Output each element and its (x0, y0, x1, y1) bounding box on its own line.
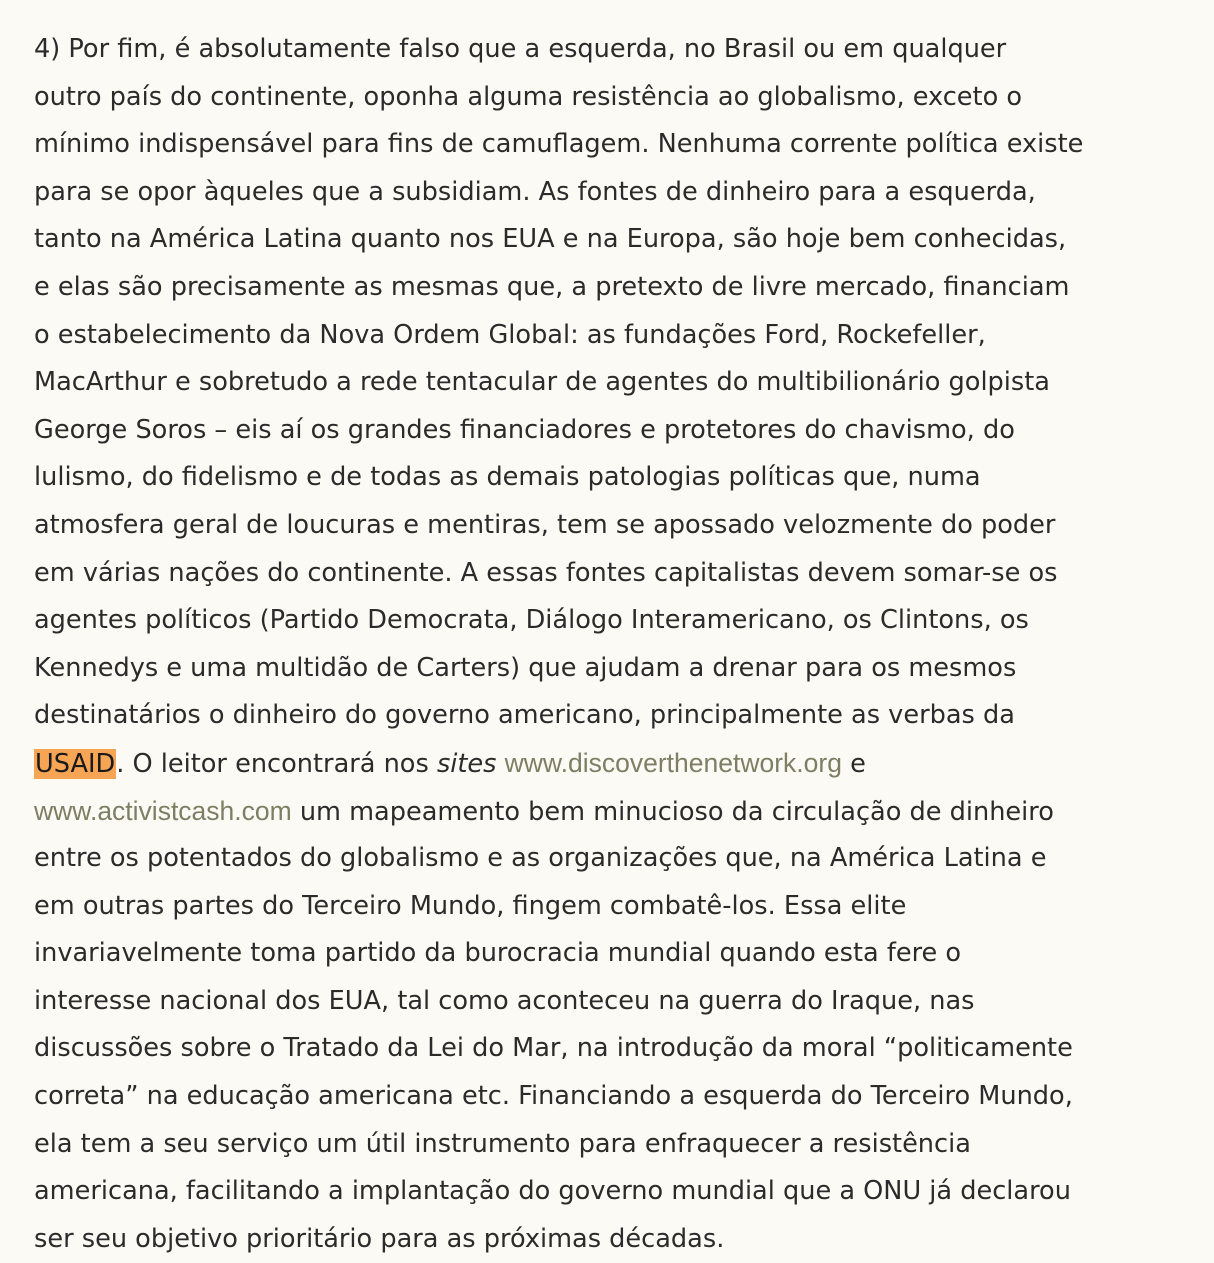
inline-text (497, 749, 505, 779)
italic-word: sites (436, 748, 497, 779)
text-line: correta” na educação americana etc. Financiando a esquerda do Terceiro Mundo, (34, 1081, 1073, 1112)
text-line: MacArthur e sobretudo a rede tentacular de agentes do multibilionário golpista (34, 367, 1050, 398)
text-line: invariavelmente toma partido da burocracia mundial quando esta fere o (34, 938, 962, 969)
text-line: lulismo, do fidelismo e de todas as demais patologias políticas que, numa (34, 462, 981, 493)
text-line: ser seu objetivo prioritário para as próximas décadas. (34, 1223, 725, 1254)
text-line: 4) Por fim, é absolutamente falso que a esquerda, no Brasil ou em qualquer (34, 34, 1007, 64)
text-line: atmosfera geral de loucuras e mentiras, tem se apossado velozmente do poder (34, 509, 1056, 540)
text-line: Kennedys e uma multidão de Carters) que ajudam a drenar para os mesmos (34, 652, 1017, 683)
inline-text: um mapeamento bem minucioso da circulação de dinheiro (291, 796, 1054, 827)
text-line-with-link (34, 788, 1194, 836)
text-line: para se opor àqueles que a subsidiam. As fontes de dinheiro para a esquerda, (34, 176, 1036, 207)
text-line: tanto na América Latina quanto nos EUA e na Europa, são hoje bem conhecidas, (34, 224, 1067, 255)
text-line: destinatários o dinheiro do governo americano, principalmente as verbas da (34, 700, 1015, 731)
text-line: em várias nações do continente. A essas fontes capitalistas devem somar-se os (34, 557, 1058, 588)
article-paragraph (34, 26, 1194, 1263)
text-line: George Soros – eis aí os grandes financiadores e protetores do chavismo, do (34, 414, 1015, 445)
text-line: e elas são precisamente as mesmas que, a pretexto de livre mercado, financiam (34, 271, 1070, 302)
text-line: agentes políticos (Partido Democrata, Diálogo Interamericano, os Clintons, os (34, 605, 1029, 636)
text-line: o estabelecimento da Nova Ordem Global: as fundações Ford, Rockefeller, (34, 319, 986, 350)
inline-text: . O leitor encontrará nos (116, 748, 437, 779)
text-line-with-links (34, 740, 1194, 788)
text-line: em outras partes do Terceiro Mundo, fingem combatê-los. Essa elite (34, 890, 907, 921)
inline-text: e (841, 748, 866, 779)
text-line: americana, facilitando a implantação do governo mundial que a ONU já declarou (34, 1176, 1071, 1207)
text-line: entre os potentados do globalismo e as organizações que, na América Latina e (34, 843, 1047, 874)
link-activistcash[interactable]: www.activistcash.com (34, 795, 292, 826)
text-line: mínimo indispensável para fins de camuflagem. Nenhuma corrente política existe (34, 129, 1084, 160)
link-discoverthenetwork[interactable]: www.discoverthenetwork.org (504, 747, 842, 778)
text-line: ela tem a seu serviço um útil instrumento para enfraquecer a resistência (34, 1128, 971, 1159)
text-line: outro país do continente, oponha alguma resistência ao globalismo, exceto o (34, 81, 1023, 112)
text-line: discussões sobre o Tratado da Lei do Mar, na introdução da moral “politicamente (34, 1033, 1073, 1064)
text-line: interesse nacional dos EUA, tal como aconteceu na guerra do Iraque, nas (34, 985, 975, 1016)
highlighted-term: USAID (35, 748, 116, 779)
